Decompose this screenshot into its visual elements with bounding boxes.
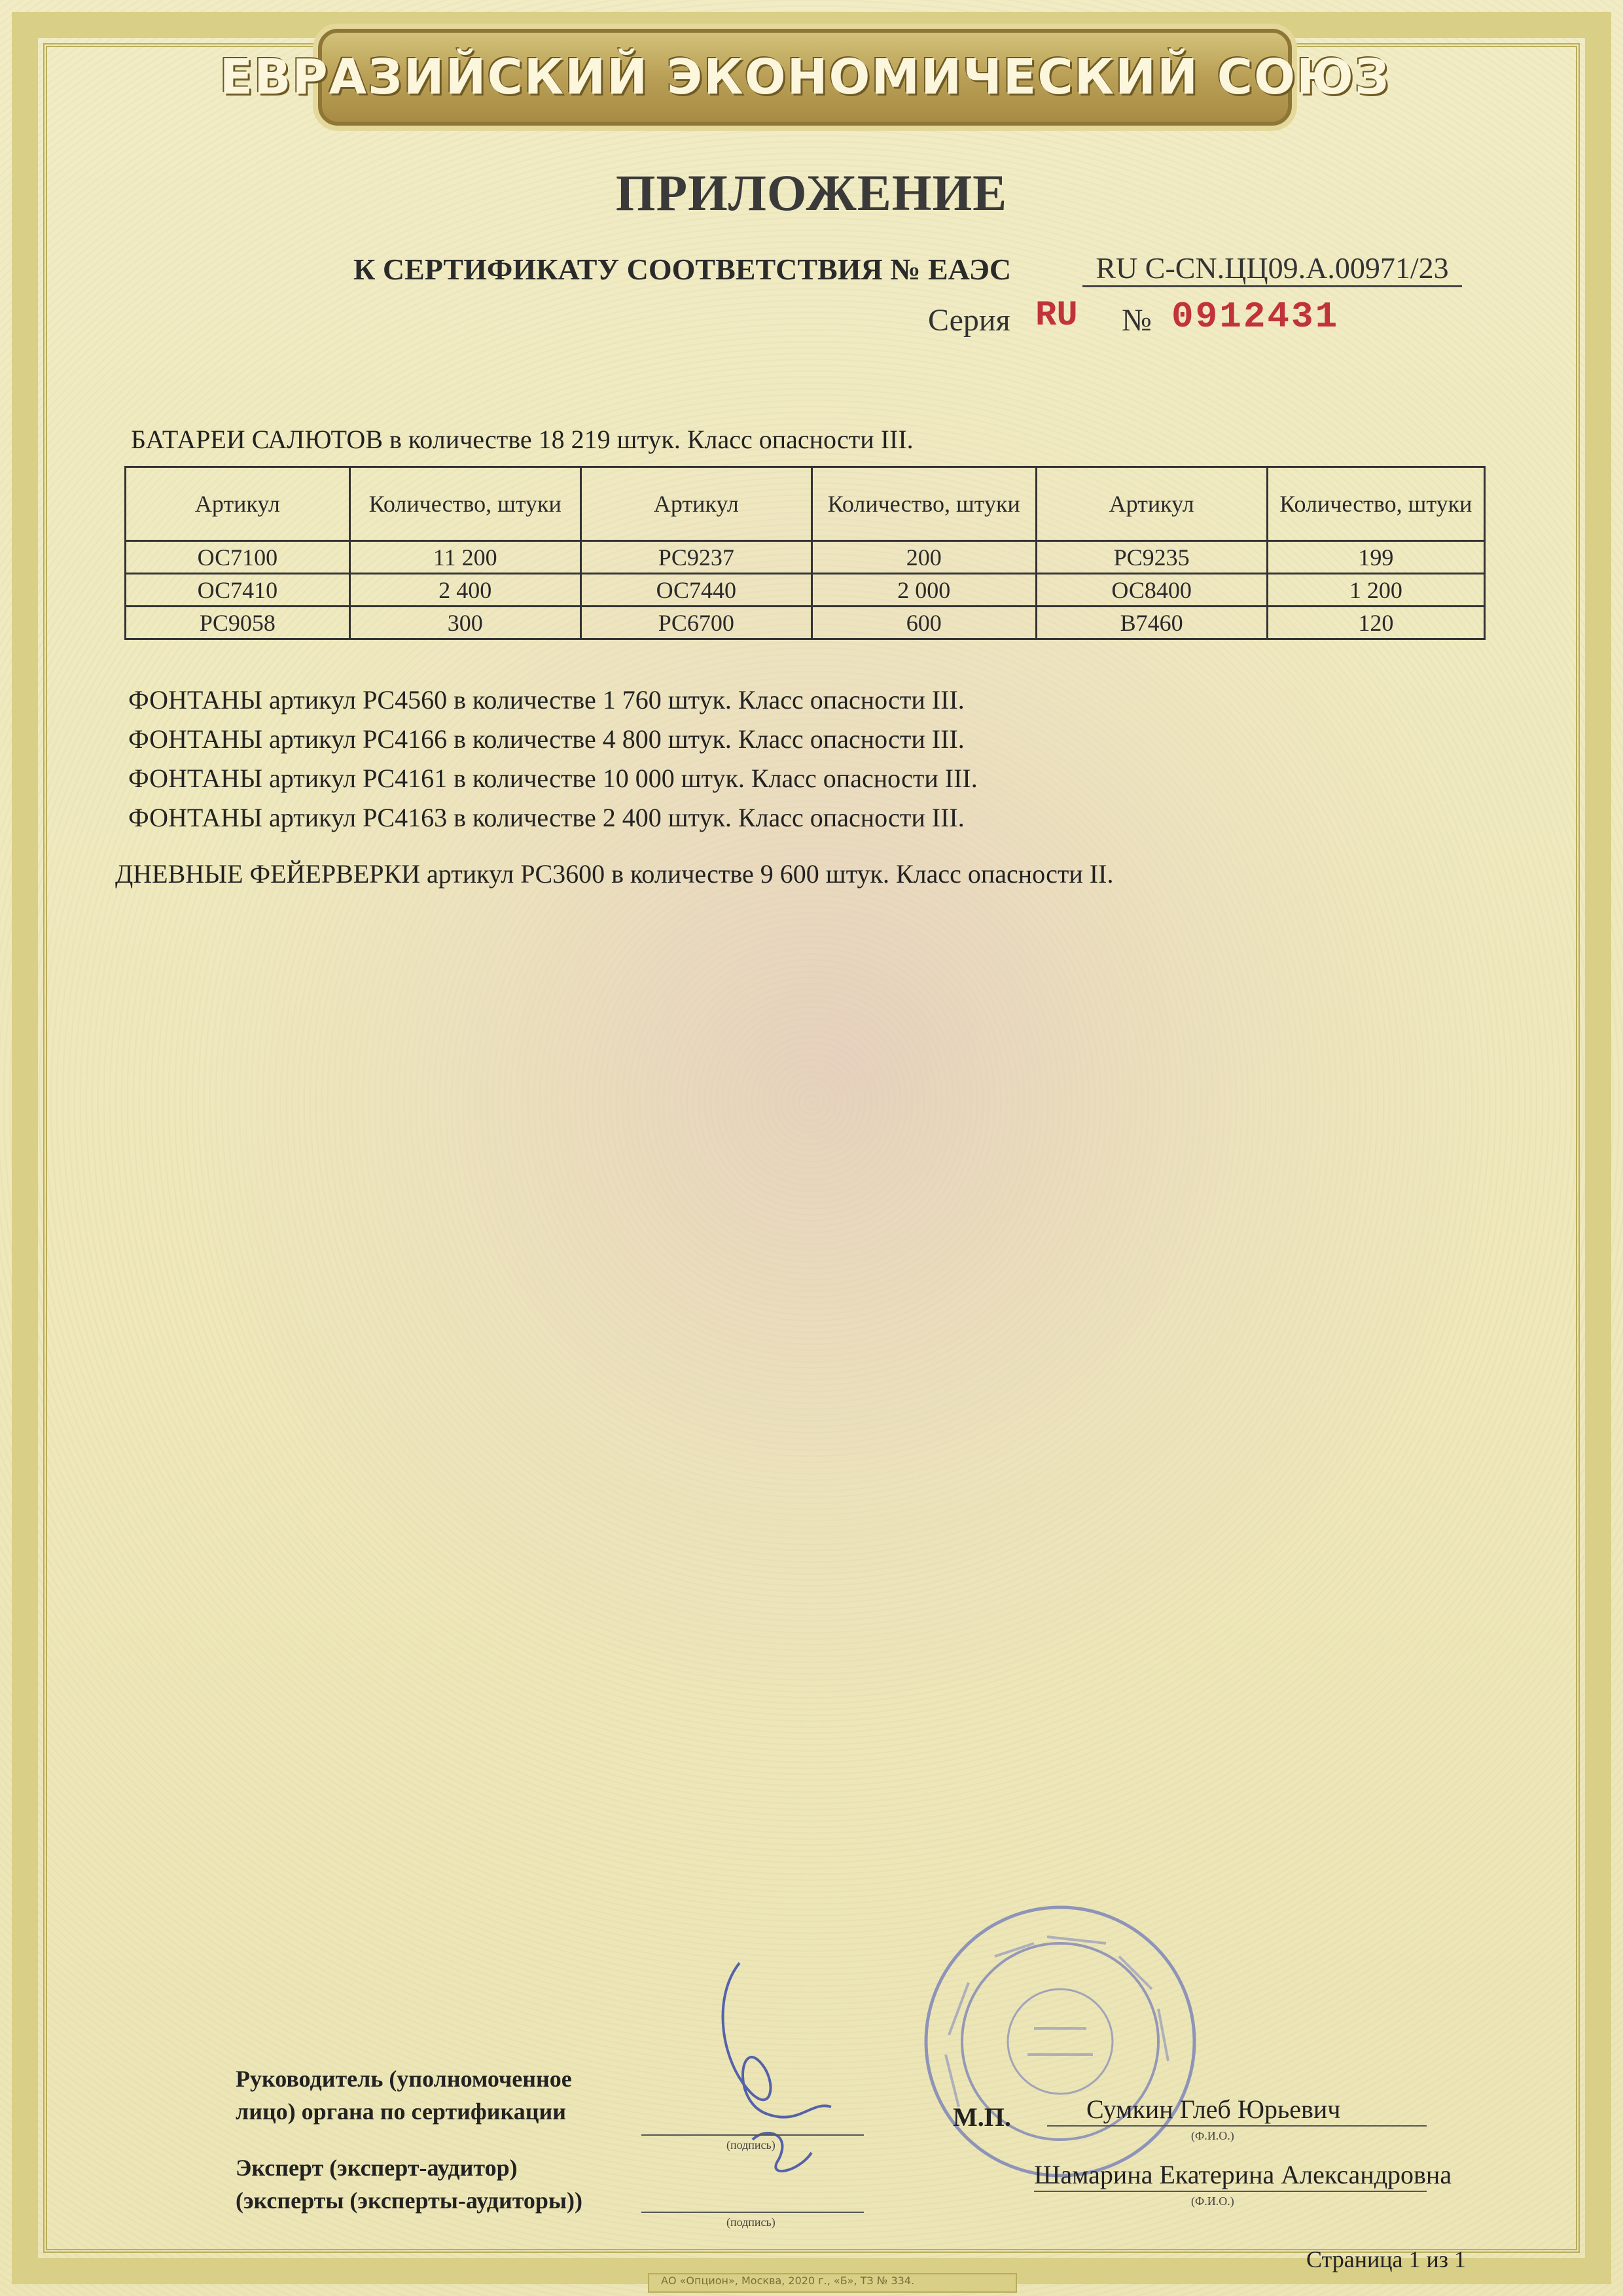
series-label: Серия: [928, 303, 1010, 338]
series-number: 0912431: [1171, 296, 1340, 338]
head-label: [236, 2062, 572, 2128]
table-row: [126, 541, 1485, 574]
head-name-line: [1047, 2125, 1427, 2127]
table-cell: 2 400: [349, 574, 580, 607]
certificate-number: RU C-CN.ЦЦ09.A.00971/23: [1082, 251, 1462, 287]
table-cell: 11 200: [349, 541, 580, 574]
expert-label-line: (эксперты (эксперты-аудиторы)): [236, 2187, 583, 2214]
table-cell: ОС7100: [126, 541, 350, 574]
table-cell: PC9237: [580, 541, 812, 574]
table-cell: B7460: [1036, 607, 1267, 639]
table-row: [126, 607, 1485, 639]
head-name-caption: (Ф.И.О.): [1191, 2129, 1234, 2142]
table-cell: 300: [349, 607, 580, 639]
expert-name: Шамарина Екатерина Александровна: [1034, 2160, 1452, 2189]
table-cell: 199: [1267, 541, 1484, 574]
number-label: №: [1122, 303, 1152, 338]
series-code: RU: [1035, 296, 1078, 336]
head-name: Сумкин Глеб Юрьевич: [1086, 2094, 1341, 2124]
table-cell: 2 000: [812, 574, 1036, 607]
fountain-line: ФОНТАНЫ артикул PC4560 в количестве 1 760 штук. Класс опасности III.: [128, 685, 965, 715]
expert-name-caption: (Ф.И.О.): [1191, 2195, 1234, 2208]
expert-label-line: Эксперт (эксперт-аудитор): [236, 2155, 518, 2181]
table-header-cell: Количество, штуки: [1267, 467, 1484, 541]
inner-border: [43, 43, 1580, 2253]
fountain-line: ФОНТАНЫ артикул PC4161 в количестве 10 000 штук. Класс опасности III.: [128, 764, 978, 793]
table-cell: 600: [812, 607, 1036, 639]
head-signature-line: [641, 2134, 864, 2136]
head-signature-caption: (подпись): [726, 2138, 776, 2151]
table-cell: PC9058: [126, 607, 350, 639]
table-header-cell: Артикул: [1036, 467, 1267, 541]
table-cell: 1 200: [1267, 574, 1484, 607]
table-header-cell: Артикул: [126, 467, 350, 541]
table-cell: 200: [812, 541, 1036, 574]
expert-label: [236, 2151, 582, 2217]
document-title: ПРИЛОЖЕНИЕ: [615, 164, 1008, 221]
printer-footer: АО «Опцион», Москва, 2020 г., «Б», ТЗ № 334.: [661, 2274, 915, 2287]
table-cell: ОС7410: [126, 574, 350, 607]
table-cell: PC9235: [1036, 541, 1267, 574]
head-label-line: Руководитель (уполномоченное: [236, 2066, 572, 2092]
head-label-line: лицо) органа по сертификации: [236, 2098, 566, 2125]
table-cell: 120: [1267, 607, 1484, 639]
union-banner: [219, 29, 1391, 126]
articles-table: [124, 466, 1486, 640]
expert-signature-line: [641, 2212, 864, 2213]
handwritten-signature: [700, 1937, 857, 2185]
table-header-row: [126, 467, 1485, 541]
fountain-line: ФОНТАНЫ артикул PC4163 в количестве 2 400 штук. Класс опасности III.: [128, 803, 965, 832]
fountains-list: [128, 680, 978, 838]
table-header-cell: Количество, штуки: [349, 467, 580, 541]
batteries-description: БАТАРЕИ САЛЮТОВ в количестве 18 219 штук. Класс опасности III.: [131, 425, 914, 454]
table-header-cell: Количество, штуки: [812, 467, 1036, 541]
table-cell: PC6700: [580, 607, 812, 639]
stamp-place-label: М.П.: [953, 2102, 1011, 2132]
certificate-label: К СЕРТИФИКАТУ СООТВЕТСТВИЯ № ЕАЭС: [353, 253, 1012, 286]
table-cell: ОС7440: [580, 574, 812, 607]
table-row: [126, 574, 1485, 607]
daytime-fireworks-line: ДНЕВНЫЕ ФЕЙЕРВЕРКИ артикул PC3600 в количестве 9 600 штук. Класс опасности II.: [115, 859, 1114, 889]
expert-name-line: [1034, 2191, 1427, 2192]
banner-text: ЕВРАЗИЙСКИЙ ЭКОНОМИЧЕСКИЙ СОЮЗ: [219, 49, 1391, 105]
expert-signature-caption: (подпись): [726, 2216, 776, 2229]
seal-stamp: [916, 1898, 1204, 2185]
fountain-line: ФОНТАНЫ артикул PC4166 в количестве 4 800 штук. Класс опасности III.: [128, 724, 965, 754]
table-cell: ОС8400: [1036, 574, 1267, 607]
table-header-cell: Артикул: [580, 467, 812, 541]
page-number: Страница 1 из 1: [1306, 2246, 1466, 2272]
